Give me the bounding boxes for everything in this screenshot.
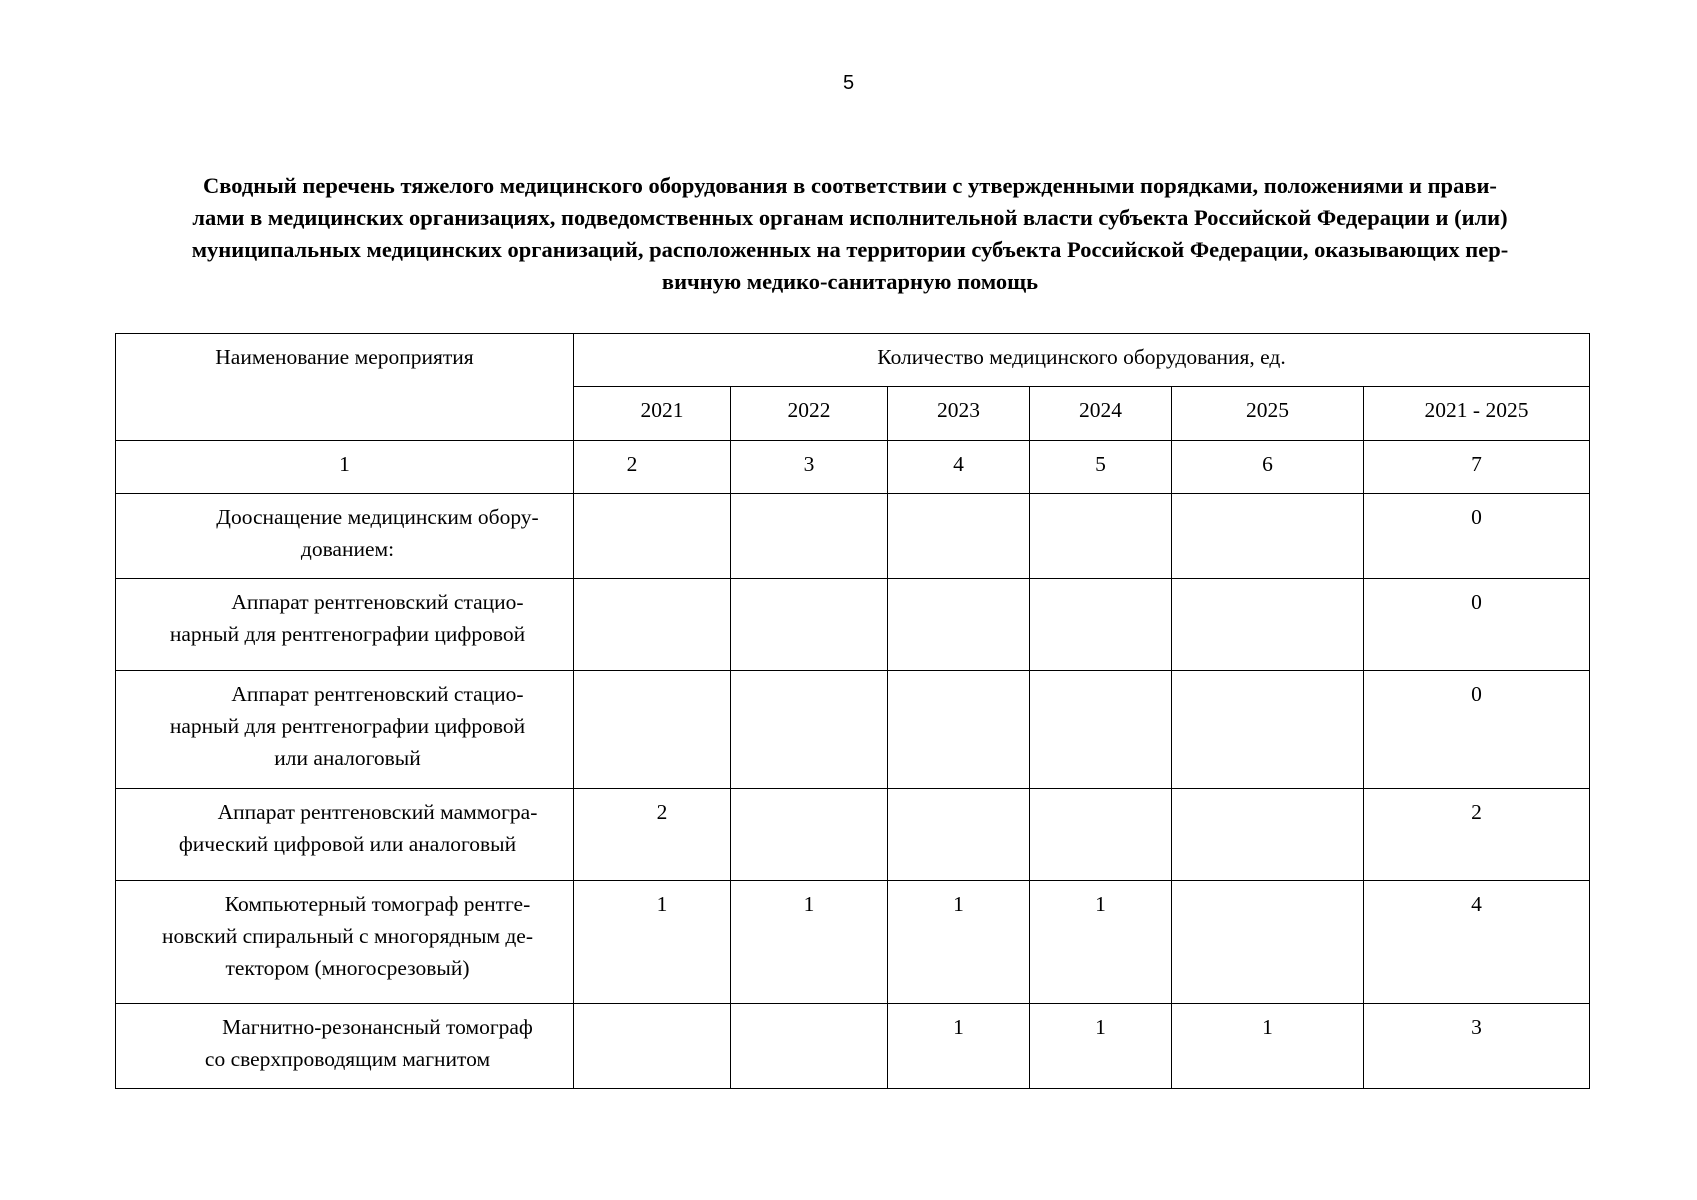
value <box>1172 494 1363 501</box>
value: 1 <box>1095 1015 1106 1039</box>
value: 0 <box>1471 590 1482 614</box>
column-number-cell <box>574 441 731 494</box>
table-row <box>116 789 1590 881</box>
column-number-cell <box>1364 441 1590 494</box>
value: 3 <box>1471 1015 1482 1039</box>
column-number: 3 <box>803 452 815 476</box>
value <box>1172 881 1363 888</box>
value <box>888 789 1029 796</box>
value-cell <box>731 789 888 881</box>
column-number: 2 <box>626 452 638 476</box>
value-cell <box>1030 789 1172 881</box>
value-cell <box>888 579 1030 671</box>
value: 1 <box>656 892 668 916</box>
value: 1 <box>1262 1015 1273 1039</box>
document-title <box>130 170 1570 298</box>
value <box>574 1004 730 1011</box>
value: 2 <box>656 800 668 824</box>
equipment-name-line: Аппарат рентгеновский стацио- <box>231 682 524 706</box>
equipment-name-line: Дооснащение медицинским обору- <box>216 505 539 529</box>
value: 4 <box>1471 892 1482 916</box>
equipment-name-line: нарный для рентгенографии цифровой <box>169 714 526 738</box>
value-cell <box>888 494 1030 579</box>
title-line: Сводный перечень тяжелого медицинского оборудования в соответствии с утвержденными порядками, положениями и прави- <box>203 173 1497 198</box>
year-cell <box>1172 387 1364 441</box>
value-cell <box>1172 494 1364 579</box>
value-cell <box>1172 789 1364 881</box>
equipment-name-line: нарный для рентгенографии цифровой <box>169 622 526 646</box>
value <box>888 671 1029 678</box>
value <box>731 579 887 586</box>
value <box>1172 579 1363 586</box>
value <box>731 1004 887 1011</box>
equipment-name-line: дованием: <box>300 537 395 561</box>
value-cell <box>574 881 731 1004</box>
value: 1 <box>953 1015 964 1039</box>
value-cell <box>1364 671 1590 789</box>
year-label: 2025 <box>1246 398 1289 422</box>
value-cell <box>1172 881 1364 1004</box>
equipment-name-line: со сверхпроводящим магнитом <box>204 1047 491 1071</box>
value <box>1030 494 1171 501</box>
value <box>574 579 730 586</box>
column-number-cell <box>888 441 1030 494</box>
value: 2 <box>1471 800 1482 824</box>
value <box>731 494 887 501</box>
value <box>1172 671 1363 678</box>
column-number-cell <box>731 441 888 494</box>
column-number-cell <box>1030 441 1172 494</box>
value-cell <box>731 881 888 1004</box>
value-cell <box>1030 494 1172 579</box>
value-cell <box>1172 671 1364 789</box>
value-cell <box>574 789 731 881</box>
value-cell <box>888 1004 1030 1089</box>
year-cell <box>574 387 731 441</box>
column-number: 5 <box>1095 452 1106 476</box>
value-cell <box>1030 671 1172 789</box>
header-quantity-label: Количество медицинского оборудования, ед. <box>877 345 1286 369</box>
value-cell <box>1364 881 1590 1004</box>
value-cell <box>1364 579 1590 671</box>
value-cell <box>888 671 1030 789</box>
value <box>731 671 887 678</box>
equipment-name-line: или аналоговый <box>274 746 421 770</box>
column-number-cell <box>116 441 574 494</box>
equipment-name-line: новский спиральный с многорядным де- <box>161 924 534 948</box>
value-cell <box>731 671 888 789</box>
value-cell <box>731 494 888 579</box>
value-cell <box>1030 1004 1172 1089</box>
value-cell <box>574 494 731 579</box>
equipment-name-cell <box>116 494 574 579</box>
header-quantity-cell <box>574 334 1590 387</box>
value-cell <box>888 881 1030 1004</box>
equipment-name-line: тектором (многосрезовый) <box>225 956 470 980</box>
value <box>731 789 887 796</box>
table-row <box>116 881 1590 1004</box>
header-name-cell <box>116 334 574 441</box>
year-cell <box>731 387 888 441</box>
value-cell <box>574 671 731 789</box>
title-line: вичную медико-санитарную помощь <box>661 269 1039 294</box>
title-line: муниципальных медицинских организаций, расположенных на территории субъекта Российской Федерации, оказывающих пер- <box>191 237 1509 262</box>
value-cell <box>1364 1004 1590 1089</box>
value-cell <box>888 789 1030 881</box>
year-cell <box>888 387 1030 441</box>
value <box>1030 579 1171 586</box>
equipment-name-cell <box>116 881 574 1004</box>
value <box>888 579 1029 586</box>
column-number: 4 <box>953 452 964 476</box>
value <box>574 671 730 678</box>
value <box>888 494 1029 501</box>
equipment-name-cell <box>116 789 574 881</box>
header-name-label: Наименование мероприятия <box>215 345 474 369</box>
column-number: 6 <box>1262 452 1273 476</box>
value: 1 <box>953 892 964 916</box>
column-number: 7 <box>1471 452 1482 476</box>
header-row <box>116 334 1590 387</box>
value-cell <box>1364 789 1590 881</box>
value-cell <box>1172 579 1364 671</box>
value-cell <box>731 579 888 671</box>
year-cell <box>1030 387 1172 441</box>
column-number-row <box>116 441 1590 494</box>
value-cell <box>1364 494 1590 579</box>
value: 0 <box>1471 505 1482 529</box>
value-cell <box>1172 1004 1364 1089</box>
equipment-name-line: Аппарат рентгеновский маммогра- <box>217 800 538 824</box>
year-label: 2022 <box>787 398 831 422</box>
page-number: 5 <box>842 72 855 94</box>
value-cell <box>1030 579 1172 671</box>
year-label: 2021 - 2025 <box>1424 398 1529 422</box>
table-row <box>116 1004 1590 1089</box>
equipment-name-line: Аппарат рентгеновский стацио- <box>231 590 524 614</box>
value <box>574 494 730 501</box>
equipment-table <box>115 333 1590 1089</box>
value <box>1030 789 1171 796</box>
year-cell <box>1364 387 1590 441</box>
year-label: 2023 <box>937 398 980 422</box>
table-row <box>116 579 1590 671</box>
value <box>1030 671 1171 678</box>
year-label: 2021 <box>640 398 684 422</box>
equipment-name-cell <box>116 671 574 789</box>
column-number-cell <box>1172 441 1364 494</box>
column-number: 1 <box>339 452 350 476</box>
value: 1 <box>1095 892 1106 916</box>
value: 0 <box>1471 682 1482 706</box>
year-label: 2024 <box>1079 398 1122 422</box>
value-cell <box>574 579 731 671</box>
value-cell <box>1030 881 1172 1004</box>
table-row <box>116 671 1590 789</box>
equipment-name-line: Компьютерный томограф рентге- <box>224 892 531 916</box>
value-cell <box>731 1004 888 1089</box>
equipment-name-line: фический цифровой или аналоговый <box>178 832 517 856</box>
table-row <box>116 494 1590 579</box>
equipment-name-cell <box>116 1004 574 1089</box>
equipment-name-cell <box>116 579 574 671</box>
equipment-name-line: Магнитно-резонансный томограф <box>222 1015 533 1039</box>
value-cell <box>574 1004 731 1089</box>
value <box>1172 789 1363 796</box>
title-line: лами в медицинских организациях, подведомственных органам исполнительной власти субъекта Российской Федерации и (или) <box>192 205 1508 230</box>
value: 1 <box>803 892 815 916</box>
